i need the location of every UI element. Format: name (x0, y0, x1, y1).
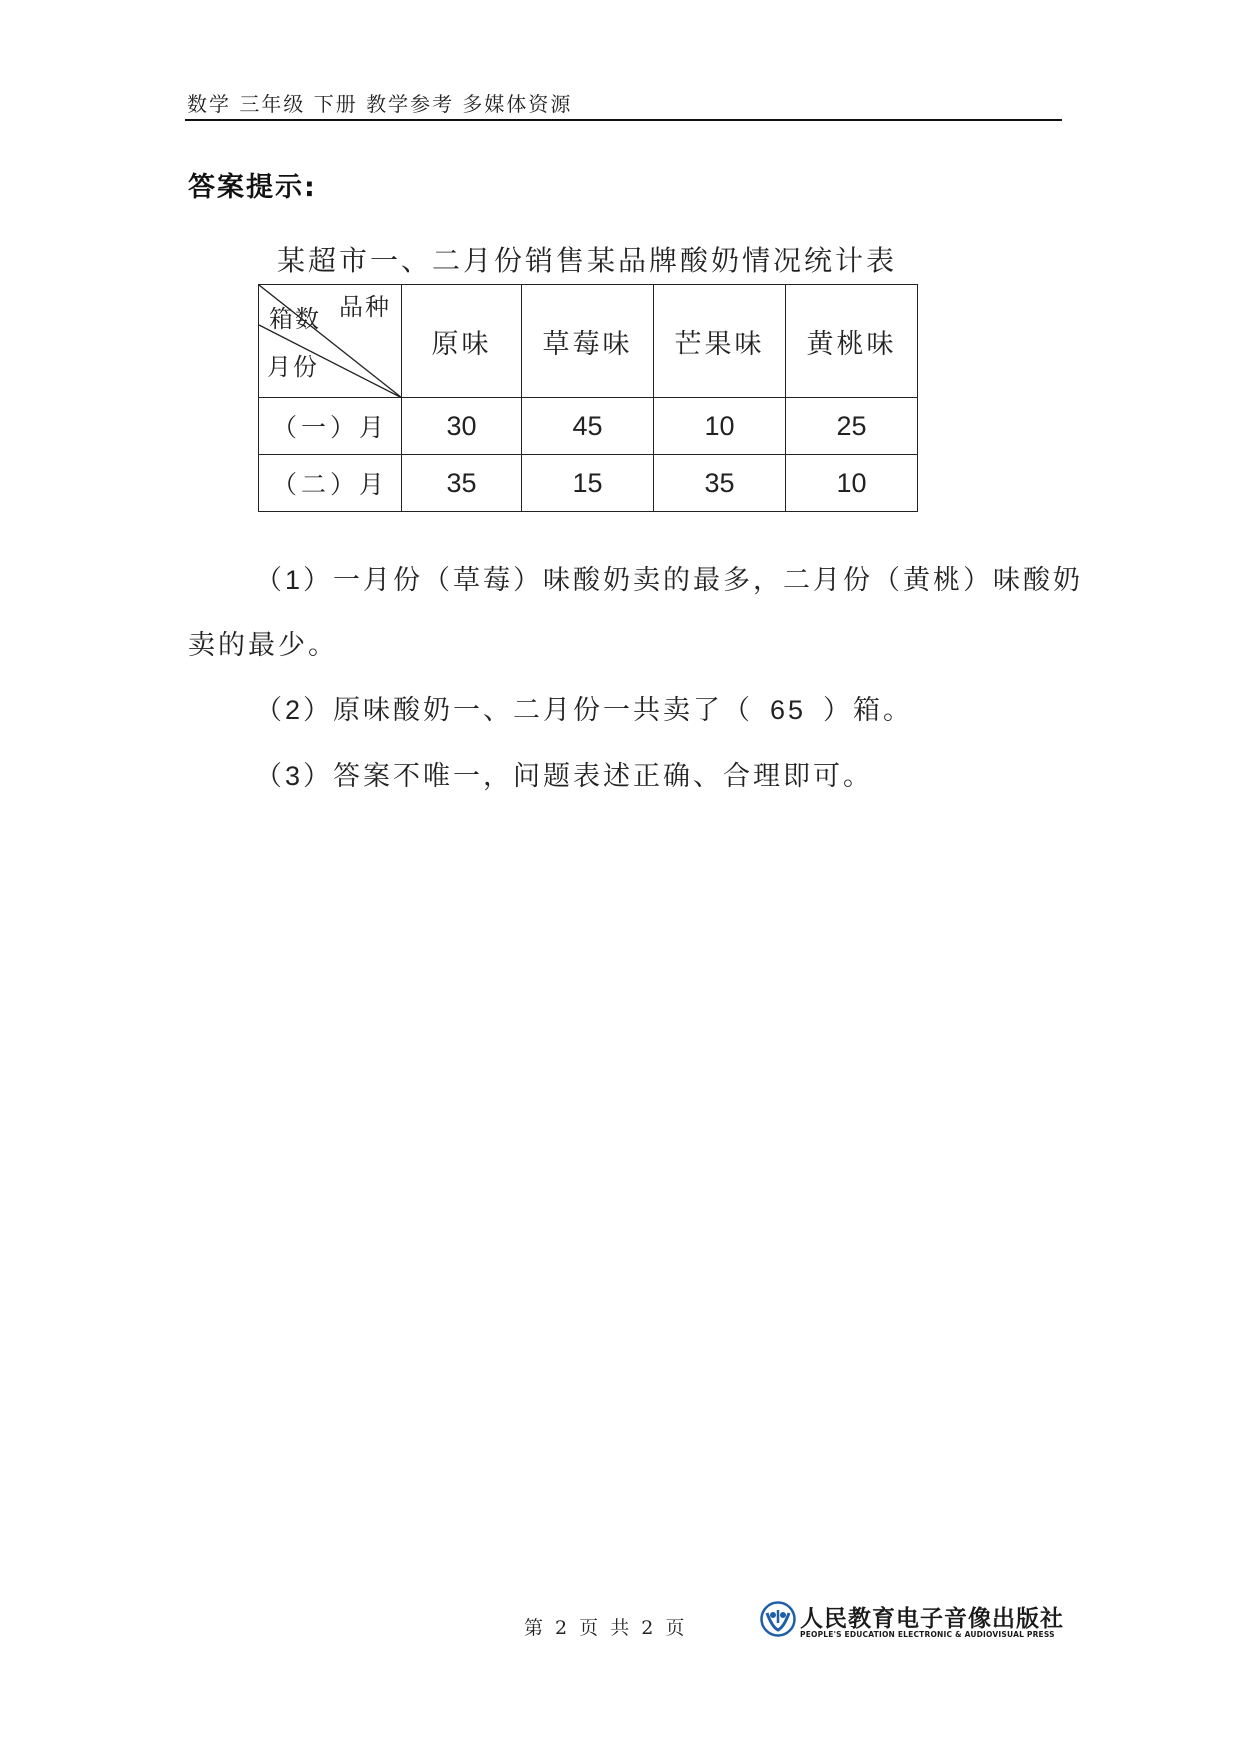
column-header: 芒果味 (654, 285, 786, 398)
answer-text: ）答案不唯一，问题表述正确、合理即可。 (303, 761, 874, 792)
table-cell: 25 (786, 398, 918, 455)
row-label: （一）月 (259, 398, 402, 455)
answer-1 (255, 558, 1083, 597)
paren-open: （ (255, 695, 285, 726)
corner-label-month: 月份 (267, 353, 319, 381)
header-rule (185, 119, 1062, 121)
answer-text: ）原味酸奶一、二月份一共卖了（ (303, 695, 754, 726)
page-number: 第 2 页 共 2 页 (524, 1617, 688, 1639)
table-cell: 10 (786, 455, 918, 512)
answer-text: ）一月份（草莓）味酸奶卖的最多，二月份（黄桃）味酸奶 (303, 565, 1084, 596)
table-cell: 35 (654, 455, 786, 512)
paren-open: （ (255, 565, 285, 596)
answer-3 (255, 754, 873, 793)
column-header: 草莓味 (522, 285, 654, 398)
column-header: 黄桃味 (786, 285, 918, 398)
table-cell: 15 (522, 455, 654, 512)
row-label: （二）月 (259, 455, 402, 512)
corner-label-variety: 品种 (339, 293, 391, 321)
section-title: 答案提示: (188, 172, 317, 203)
item-number: 1 (285, 565, 304, 595)
table-header-row (259, 285, 918, 398)
table-row (259, 455, 918, 512)
publisher-name: 人民教育电子音像出版社 (800, 1606, 1064, 1632)
publisher-name-en: PEOPLE'S EDUCATION ELECTRONIC & AUDIOVISUAL PRESS (800, 1630, 1055, 1639)
corner-label-boxes: 箱数 (269, 305, 321, 333)
paren-open: （ (255, 761, 285, 792)
item-number: 3 (285, 761, 304, 791)
table-cell: 30 (402, 398, 522, 455)
item-number: 2 (285, 695, 304, 725)
table-caption: 某超市一、二月份销售某品牌酸奶情况统计表 (276, 244, 897, 277)
answer-value: 65 (770, 695, 807, 725)
table-row (259, 398, 918, 455)
answer-text: ）箱。 (823, 695, 914, 726)
running-header: 数学 三年级 下册 教学参考 多媒体资源 (187, 92, 573, 116)
table-cell: 45 (522, 398, 654, 455)
publisher-logo (760, 1600, 1064, 1644)
column-header: 原味 (402, 285, 522, 398)
publisher-emblem-icon (760, 1601, 796, 1637)
table-cell: 35 (402, 455, 522, 512)
statistics-table (258, 284, 918, 512)
answer-1-continued: 卖的最少。 (188, 630, 338, 661)
answer-2 (255, 688, 913, 727)
table-cell: 10 (654, 398, 786, 455)
table-corner-cell (259, 285, 402, 398)
